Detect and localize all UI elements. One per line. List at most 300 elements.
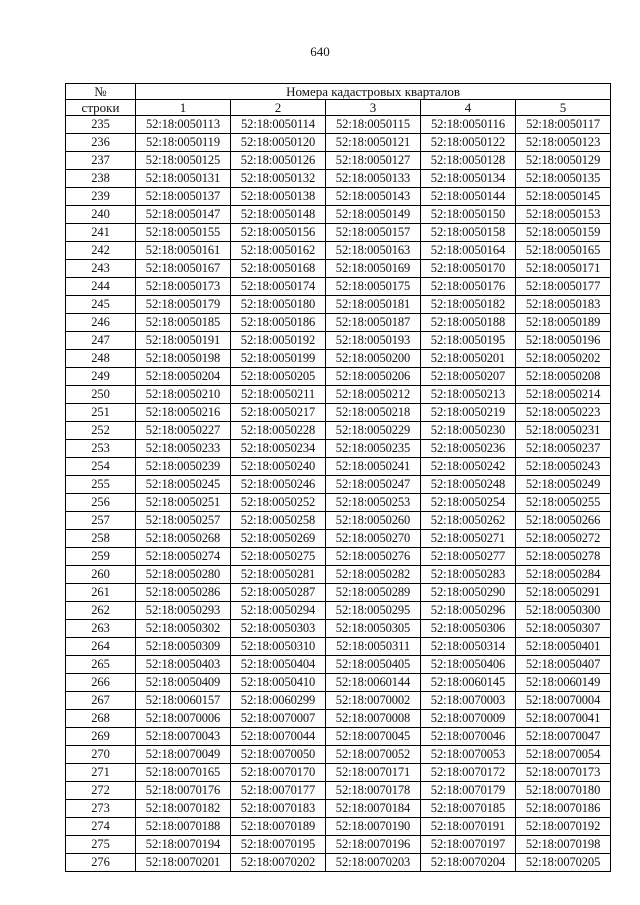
cadastral-number-cell: 52:18:0050149 [326,206,421,224]
cadastral-number-cell: 52:18:0050208 [516,368,611,386]
cadastral-number-cell: 52:18:0070053 [421,746,516,764]
cadastral-number-cell: 52:18:0070194 [136,836,231,854]
cadastral-number-cell: 52:18:0050248 [421,476,516,494]
cadastral-number-cell: 52:18:0070009 [421,710,516,728]
cadastral-number-cell: 52:18:0050196 [516,332,611,350]
row-number-cell: 251 [66,404,136,422]
table-row [66,728,611,746]
table-row [66,224,611,242]
row-number-cell: 267 [66,692,136,710]
cadastral-number-cell: 52:18:0050170 [421,260,516,278]
cadastral-number-cell: 52:18:0050281 [231,566,326,584]
cadastral-number-cell: 52:18:0050247 [326,476,421,494]
cadastral-number-cell: 52:18:0050240 [231,458,326,476]
table-row [66,530,611,548]
cadastral-number-cell: 52:18:0050147 [136,206,231,224]
table-row [66,800,611,818]
cadastral-number-cell: 52:18:0050164 [421,242,516,260]
cadastral-number-cell: 52:18:0050307 [516,620,611,638]
table-row [66,782,611,800]
cadastral-number-cell: 52:18:0060157 [136,692,231,710]
table-row [66,638,611,656]
cadastral-number-cell: 52:18:0050127 [326,152,421,170]
cadastral-number-cell: 52:18:0070195 [231,836,326,854]
cadastral-number-cell: 52:18:0050199 [231,350,326,368]
cadastral-number-cell: 52:18:0050404 [231,656,326,674]
cadastral-number-cell: 52:18:0050167 [136,260,231,278]
table-body [66,116,611,872]
cadastral-number-cell: 52:18:0050268 [136,530,231,548]
cadastral-number-cell: 52:18:0050235 [326,440,421,458]
cadastral-number-cell: 52:18:0050119 [136,134,231,152]
cadastral-number-cell: 52:18:0050228 [231,422,326,440]
cadastral-number-cell: 52:18:0070171 [326,764,421,782]
cadastral-number-cell: 52:18:0070191 [421,818,516,836]
row-number-cell: 238 [66,170,136,188]
cadastral-number-cell: 52:18:0050230 [421,422,516,440]
cadastral-number-cell: 52:18:0050205 [231,368,326,386]
cadastral-number-cell: 52:18:0050309 [136,638,231,656]
cadastral-number-cell: 52:18:0050171 [516,260,611,278]
cadastral-number-cell: 52:18:0050115 [326,116,421,134]
table-row [66,458,611,476]
row-number-cell: 240 [66,206,136,224]
cadastral-number-cell: 52:18:0070205 [516,854,611,872]
cadastral-number-cell: 52:18:0050294 [231,602,326,620]
cadastral-number-cell: 52:18:0050202 [516,350,611,368]
cadastral-number-cell: 52:18:0070002 [326,692,421,710]
row-number-cell: 265 [66,656,136,674]
row-number-cell: 258 [66,530,136,548]
cadastral-number-cell: 52:18:0050289 [326,584,421,602]
cadastral-number-cell: 52:18:0070185 [421,800,516,818]
cadastral-number-cell: 52:18:0070044 [231,728,326,746]
cadastral-number-cell: 52:18:0050125 [136,152,231,170]
cadastral-number-cell: 52:18:0050193 [326,332,421,350]
cadastral-number-cell: 52:18:0050233 [136,440,231,458]
table-row [66,260,611,278]
table-row [66,134,611,152]
group-title-header: Номера кадастровых кварталов [136,84,611,100]
cadastral-number-cell: 52:18:0060144 [326,674,421,692]
cadastral-number-cell: 52:18:0050303 [231,620,326,638]
row-number-cell: 271 [66,764,136,782]
cadastral-number-cell: 52:18:0050243 [516,458,611,476]
table-row [66,854,611,872]
row-number-cell: 237 [66,152,136,170]
cadastral-number-cell: 52:18:0070204 [421,854,516,872]
cadastral-number-cell: 52:18:0070006 [136,710,231,728]
cadastral-number-cell: 52:18:0050148 [231,206,326,224]
cadastral-number-cell: 52:18:0050157 [326,224,421,242]
cadastral-number-cell: 52:18:0050113 [136,116,231,134]
cadastral-number-cell: 52:18:0050293 [136,602,231,620]
cadastral-number-cell: 52:18:0050138 [231,188,326,206]
row-number-cell: 264 [66,638,136,656]
cadastral-number-cell: 52:18:0070180 [516,782,611,800]
cadastral-number-cell: 52:18:0050302 [136,620,231,638]
cadastral-number-cell: 52:18:0050246 [231,476,326,494]
cadastral-number-cell: 52:18:0050251 [136,494,231,512]
cadastral-number-cell: 52:18:0050116 [421,116,516,134]
row-number-cell: 245 [66,296,136,314]
cadastral-number-cell: 52:18:0050207 [421,368,516,386]
cadastral-number-cell: 52:18:0050180 [231,296,326,314]
cadastral-number-cell: 52:18:0050191 [136,332,231,350]
cadastral-number-cell: 52:18:0050295 [326,602,421,620]
table-row [66,692,611,710]
cadastral-number-cell: 52:18:0070198 [516,836,611,854]
column-header-3: 3 [326,100,421,116]
cadastral-number-cell: 52:18:0050210 [136,386,231,404]
cadastral-number-cell: 52:18:0050282 [326,566,421,584]
cadastral-number-cell: 52:18:0050269 [231,530,326,548]
row-number-cell: 244 [66,278,136,296]
cadastral-number-cell: 52:18:0050306 [421,620,516,638]
cadastral-number-cell: 52:18:0050177 [516,278,611,296]
cadastral-number-cell: 52:18:0070183 [231,800,326,818]
cadastral-number-cell: 52:18:0050121 [326,134,421,152]
page-number: 640 [310,44,330,59]
cadastral-number-cell: 52:18:0050272 [516,530,611,548]
cadastral-number-cell: 52:18:0050214 [516,386,611,404]
row-number-cell: 247 [66,332,136,350]
table-row [66,152,611,170]
cadastral-number-cell: 52:18:0050257 [136,512,231,530]
cadastral-number-cell: 52:18:0050406 [421,656,516,674]
table-row [66,278,611,296]
table-row [66,818,611,836]
cadastral-number-cell: 52:18:0050185 [136,314,231,332]
cadastral-number-cell: 52:18:0050145 [516,188,611,206]
cadastral-number-cell: 52:18:0070186 [516,800,611,818]
row-number-cell: 242 [66,242,136,260]
table-row [66,296,611,314]
cadastral-number-cell: 52:18:0050133 [326,170,421,188]
row-number-cell: 273 [66,800,136,818]
cadastral-number-cell: 52:18:0050410 [231,674,326,692]
table-row [66,710,611,728]
cadastral-number-cell: 52:18:0050131 [136,170,231,188]
cadastral-number-cell: 52:18:0070004 [516,692,611,710]
cadastral-number-cell: 52:18:0070050 [231,746,326,764]
cadastral-number-cell: 52:18:0050407 [516,656,611,674]
cadastral-number-cell: 52:18:0070003 [421,692,516,710]
table-row [66,566,611,584]
cadastral-number-cell: 52:18:0050114 [231,116,326,134]
cadastral-number-cell: 52:18:0050195 [421,332,516,350]
row-number-header-sub: строки [66,100,136,116]
cadastral-number-cell: 52:18:0050182 [421,296,516,314]
cadastral-number-cell: 52:18:0050276 [326,548,421,566]
cadastral-number-cell: 52:18:0050274 [136,548,231,566]
row-number-cell: 270 [66,746,136,764]
row-number-cell: 263 [66,620,136,638]
cadastral-number-cell: 52:18:0050134 [421,170,516,188]
cadastral-number-cell: 52:18:0060145 [421,674,516,692]
cadastral-number-cell: 52:18:0050126 [231,152,326,170]
table-row [66,602,611,620]
cadastral-number-cell: 52:18:0050135 [516,170,611,188]
table-row [66,620,611,638]
row-number-cell: 259 [66,548,136,566]
table-row [66,368,611,386]
cadastral-number-cell: 52:18:0050234 [231,440,326,458]
cadastral-number-cell: 52:18:0050258 [231,512,326,530]
cadastral-number-cell: 52:18:0050189 [516,314,611,332]
row-number-cell: 255 [66,476,136,494]
cadastral-number-cell: 52:18:0050253 [326,494,421,512]
table-row [66,548,611,566]
column-header-2: 2 [231,100,326,116]
row-number-cell: 246 [66,314,136,332]
cadastral-number-cell: 52:18:0050305 [326,620,421,638]
cadastral-number-cell: 52:18:0050150 [421,206,516,224]
cadastral-number-cell: 52:18:0050198 [136,350,231,368]
cadastral-number-cell: 52:18:0070054 [516,746,611,764]
table-row [66,656,611,674]
cadastral-number-cell: 52:18:0050237 [516,440,611,458]
cadastral-number-cell: 52:18:0070165 [136,764,231,782]
cadastral-number-cell: 52:18:0070188 [136,818,231,836]
cadastral-number-cell: 52:18:0050277 [421,548,516,566]
cadastral-number-cell: 52:18:0050254 [421,494,516,512]
cadastral-number-cell: 52:18:0050132 [231,170,326,188]
cadastral-number-cell: 52:18:0050290 [421,584,516,602]
cadastral-number-cell: 52:18:0050123 [516,134,611,152]
row-number-cell: 269 [66,728,136,746]
cadastral-number-cell: 52:18:0050165 [516,242,611,260]
cadastral-number-cell: 52:18:0050287 [231,584,326,602]
table-row [66,242,611,260]
row-number-cell: 235 [66,116,136,134]
cadastral-number-cell: 52:18:0070196 [326,836,421,854]
cadastral-number-cell: 52:18:0050117 [516,116,611,134]
row-number-cell: 260 [66,566,136,584]
table-row [66,332,611,350]
row-number-cell: 249 [66,368,136,386]
row-number-cell: 266 [66,674,136,692]
cadastral-number-cell: 52:18:0050156 [231,224,326,242]
cadastral-number-cell: 52:18:0070203 [326,854,421,872]
column-header-5: 5 [516,100,611,116]
cadastral-number-cell: 52:18:0050291 [516,584,611,602]
cadastral-number-cell: 52:18:0050173 [136,278,231,296]
cadastral-number-cell: 52:18:0050401 [516,638,611,656]
row-number-cell: 250 [66,386,136,404]
table-row [66,188,611,206]
cadastral-number-cell: 52:18:0050169 [326,260,421,278]
table-row [66,116,611,134]
cadastral-number-cell: 52:18:0070197 [421,836,516,854]
cadastral-number-cell: 52:18:0050179 [136,296,231,314]
cadastral-number-cell: 52:18:0070176 [136,782,231,800]
row-number-cell: 261 [66,584,136,602]
cadastral-number-cell: 52:18:0050120 [231,134,326,152]
row-number-header: № [66,84,136,100]
row-number-cell: 241 [66,224,136,242]
table-row [66,170,611,188]
table-row [66,404,611,422]
table-row [66,314,611,332]
cadastral-number-cell: 52:18:0050163 [326,242,421,260]
cadastral-number-cell: 52:18:0050158 [421,224,516,242]
cadastral-number-cell: 52:18:0050231 [516,422,611,440]
table-row [66,206,611,224]
cadastral-number-cell: 52:18:0050181 [326,296,421,314]
cadastral-number-cell: 52:18:0070189 [231,818,326,836]
cadastral-number-cell: 52:18:0050245 [136,476,231,494]
cadastral-number-cell: 52:18:0050212 [326,386,421,404]
table-row [66,746,611,764]
cadastral-number-cell: 52:18:0070041 [516,710,611,728]
table-row [66,476,611,494]
cadastral-number-cell: 52:18:0050129 [516,152,611,170]
cadastral-number-cell: 52:18:0050229 [326,422,421,440]
cadastral-number-cell: 52:18:0050192 [231,332,326,350]
cadastral-number-cell: 52:18:0050278 [516,548,611,566]
cadastral-number-cell: 52:18:0070178 [326,782,421,800]
cadastral-number-cell: 52:18:0050187 [326,314,421,332]
table-row [66,350,611,368]
cadastral-number-cell: 52:18:0050122 [421,134,516,152]
cadastral-number-cell: 52:18:0050403 [136,656,231,674]
cadastral-number-cell: 52:18:0050162 [231,242,326,260]
cadastral-number-cell: 52:18:0070007 [231,710,326,728]
cadastral-number-cell: 52:18:0070172 [421,764,516,782]
cadastral-number-cell: 52:18:0070179 [421,782,516,800]
cadastral-number-cell: 52:18:0050204 [136,368,231,386]
cadastral-number-cell: 52:18:0070192 [516,818,611,836]
cadastral-number-cell: 52:18:0050286 [136,584,231,602]
cadastral-number-cell: 52:18:0070052 [326,746,421,764]
cadastral-number-cell: 52:18:0050155 [136,224,231,242]
cadastral-number-cell: 52:18:0050314 [421,638,516,656]
cadastral-number-cell: 52:18:0070201 [136,854,231,872]
row-number-cell: 275 [66,836,136,854]
cadastral-number-cell: 52:18:0050405 [326,656,421,674]
cadastral-number-cell: 52:18:0050159 [516,224,611,242]
cadastral-number-cell: 52:18:0050176 [421,278,516,296]
cadastral-number-cell: 52:18:0050218 [326,404,421,422]
cadastral-number-cell: 52:18:0050211 [231,386,326,404]
cadastral-number-cell: 52:18:0070046 [421,728,516,746]
row-number-cell: 272 [66,782,136,800]
cadastral-number-cell: 52:18:0050300 [516,602,611,620]
cadastral-number-cell: 52:18:0070177 [231,782,326,800]
cadastral-number-cell: 52:18:0050275 [231,548,326,566]
table-row [66,674,611,692]
table-row [66,764,611,782]
cadastral-number-cell: 52:18:0070184 [326,800,421,818]
cadastral-number-cell: 52:18:0050296 [421,602,516,620]
cadastral-number-cell: 52:18:0070202 [231,854,326,872]
cadastral-number-cell: 52:18:0050260 [326,512,421,530]
cadastral-number-cell: 52:18:0070182 [136,800,231,818]
column-header-4: 4 [421,100,516,116]
cadastral-number-cell: 52:18:0050310 [231,638,326,656]
cadastral-number-cell: 52:18:0050175 [326,278,421,296]
column-header-1: 1 [136,100,231,116]
cadastral-number-cell: 52:18:0050227 [136,422,231,440]
cadastral-number-cell: 52:18:0050206 [326,368,421,386]
row-number-cell: 248 [66,350,136,368]
cadastral-number-cell: 52:18:0050183 [516,296,611,314]
cadastral-number-cell: 52:18:0050223 [516,404,611,422]
cadastral-number-cell: 52:18:0050241 [326,458,421,476]
row-number-cell: 262 [66,602,136,620]
cadastral-number-cell: 52:18:0050255 [516,494,611,512]
cadastral-number-cell: 52:18:0050409 [136,674,231,692]
cadastral-number-cell: 52:18:0070049 [136,746,231,764]
table-row [66,512,611,530]
cadastral-number-cell: 52:18:0070008 [326,710,421,728]
cadastral-number-cell: 52:18:0070043 [136,728,231,746]
row-number-cell: 276 [66,854,136,872]
cadastral-number-cell: 52:18:0050143 [326,188,421,206]
cadastral-number-cell: 52:18:0050249 [516,476,611,494]
cadastral-number-cell: 52:18:0050266 [516,512,611,530]
cadastral-number-cell: 52:18:0050213 [421,386,516,404]
row-number-cell: 243 [66,260,136,278]
cadastral-number-cell: 52:18:0050239 [136,458,231,476]
cadastral-quarters-table [65,83,611,872]
cadastral-number-cell: 52:18:0050137 [136,188,231,206]
cadastral-number-cell: 52:18:0060299 [231,692,326,710]
cadastral-number-cell: 52:18:0070173 [516,764,611,782]
row-number-cell: 239 [66,188,136,206]
cadastral-number-cell: 52:18:0050186 [231,314,326,332]
cadastral-number-cell: 52:18:0050153 [516,206,611,224]
cadastral-number-cell: 52:18:0050188 [421,314,516,332]
row-number-cell: 268 [66,710,136,728]
cadastral-number-cell: 52:18:0050201 [421,350,516,368]
cadastral-number-cell: 52:18:0050174 [231,278,326,296]
cadastral-number-cell: 52:18:0050200 [326,350,421,368]
cadastral-number-cell: 52:18:0050252 [231,494,326,512]
cadastral-number-cell: 52:18:0050217 [231,404,326,422]
table-row [66,422,611,440]
row-number-cell: 257 [66,512,136,530]
cadastral-number-cell: 52:18:0070190 [326,818,421,836]
table-row [66,386,611,404]
table-row [66,440,611,458]
cadastral-number-cell: 52:18:0050219 [421,404,516,422]
cadastral-number-cell: 52:18:0050311 [326,638,421,656]
row-number-cell: 253 [66,440,136,458]
cadastral-number-cell: 52:18:0070170 [231,764,326,782]
cadastral-number-cell: 52:18:0050242 [421,458,516,476]
row-number-cell: 252 [66,422,136,440]
table-row [66,494,611,512]
row-number-cell: 236 [66,134,136,152]
cadastral-number-cell: 52:18:0070047 [516,728,611,746]
cadastral-number-cell: 52:18:0050270 [326,530,421,548]
cadastral-number-cell: 52:18:0070045 [326,728,421,746]
cadastral-number-cell: 52:18:0050128 [421,152,516,170]
cadastral-number-cell: 52:18:0050216 [136,404,231,422]
cadastral-number-cell: 52:18:0050280 [136,566,231,584]
cadastral-number-cell: 52:18:0050161 [136,242,231,260]
row-number-cell: 274 [66,818,136,836]
row-number-cell: 254 [66,458,136,476]
cadastral-number-cell: 52:18:0050284 [516,566,611,584]
cadastral-number-cell: 52:18:0050144 [421,188,516,206]
table-row [66,836,611,854]
cadastral-number-cell: 52:18:0050168 [231,260,326,278]
cadastral-number-cell: 52:18:0050283 [421,566,516,584]
cadastral-number-cell: 52:18:0060149 [516,674,611,692]
